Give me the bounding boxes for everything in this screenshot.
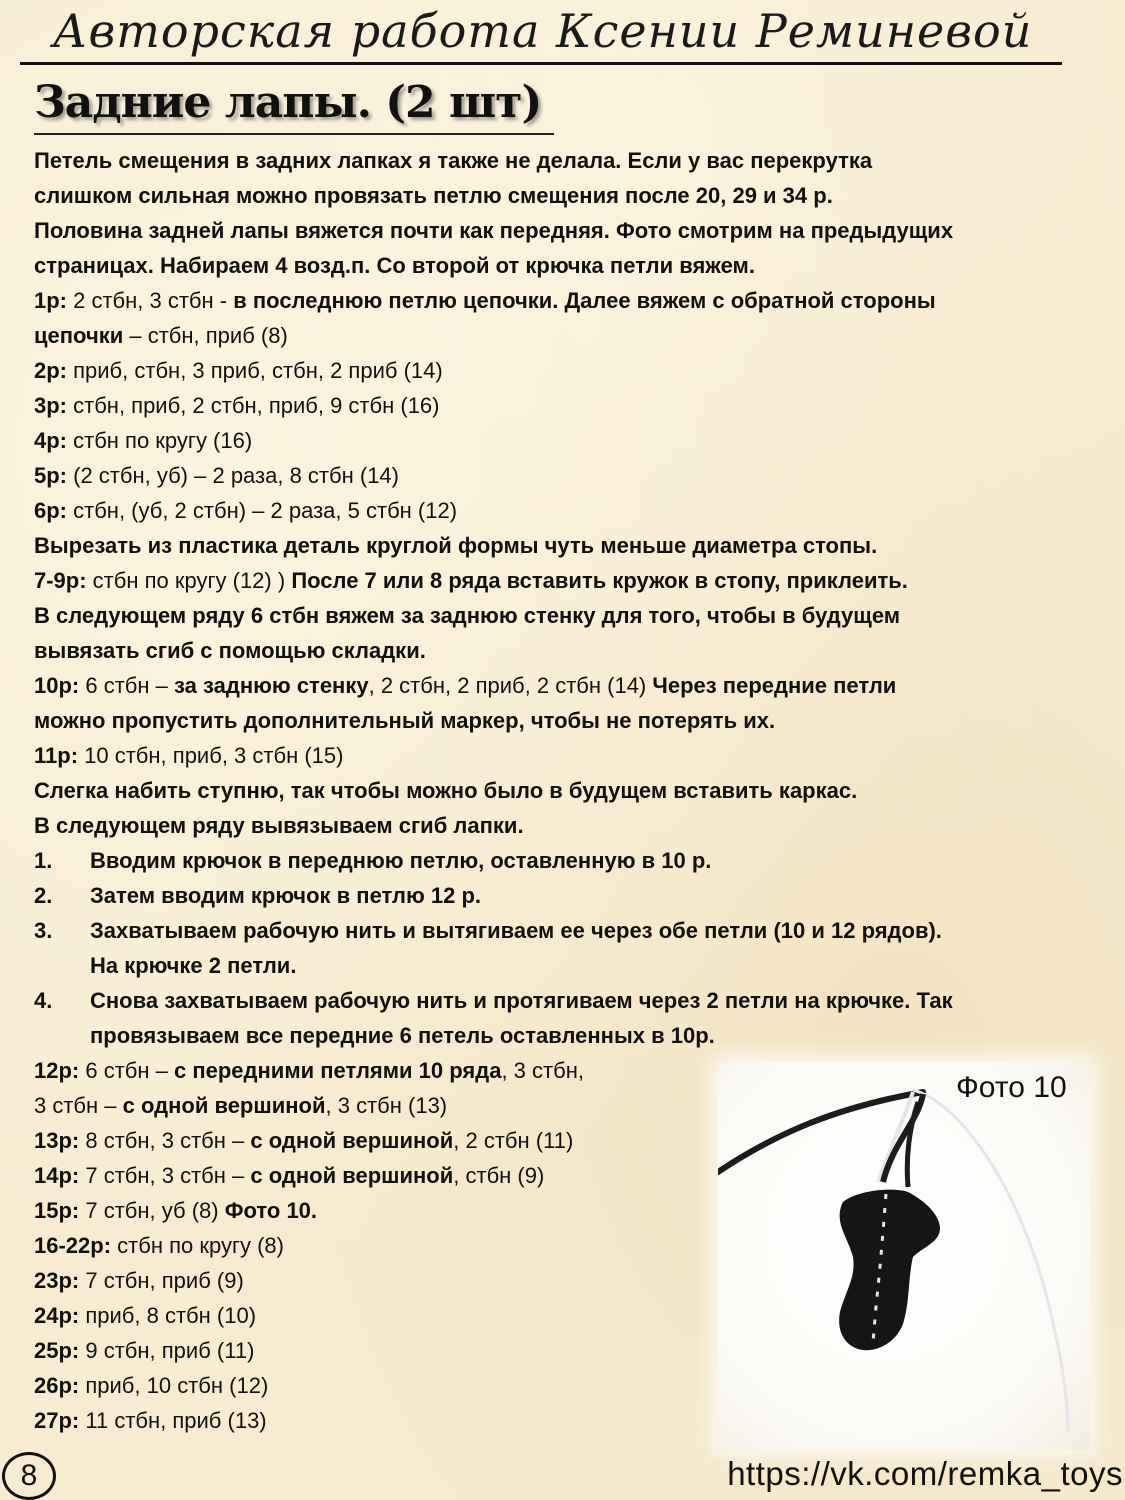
row-text: стбн по кругу (8) xyxy=(111,1233,284,1258)
step-number: 4. xyxy=(34,988,53,1013)
row-text: 3 стбн – xyxy=(34,1093,123,1118)
row-5 xyxy=(34,458,1109,493)
step-text: Захватываем рабочую нить и вытягиваем ее через обе петли (10 и 12 рядов). xyxy=(90,918,942,943)
row-label: 11р: xyxy=(34,743,79,768)
row-2 xyxy=(34,353,1109,388)
row-emphasis: После 7 или 8 ряда вставить кружок в стопу, приклеить. xyxy=(291,568,908,593)
row-7-9 xyxy=(34,563,1109,598)
step-number: 1. xyxy=(34,848,53,873)
row-11 xyxy=(34,738,1109,773)
row-10 xyxy=(34,668,1109,703)
page-number-badge: 8 xyxy=(2,1452,56,1500)
row-emphasis: в последнюю петлю цепочки. Далее вяжем с обратной стороны xyxy=(233,288,936,313)
row-text: 6 стбн – xyxy=(79,673,174,698)
row-text: , 3 стбн (13) xyxy=(325,1093,448,1118)
row-text: стбн, приб, 2 стбн, приб, 9 стбн (16) xyxy=(67,393,440,418)
row-label: 5р: xyxy=(34,463,67,488)
row-text: , 3 стбн, xyxy=(501,1058,584,1083)
row-label: 15р: xyxy=(34,1198,80,1223)
row-text: (2 стбн, уб) – 2 раза, 8 стбн (14) xyxy=(67,463,399,488)
step-item xyxy=(34,913,1109,983)
row-text: – стбн, приб (8) xyxy=(123,323,288,348)
row-text: приб, 8 стбн (10) xyxy=(79,1303,257,1328)
row-label: 4р: xyxy=(34,428,67,453)
footer-link[interactable]: https://vk.com/remka_toys xyxy=(727,1455,1123,1492)
row-label: 10р: xyxy=(34,673,80,698)
row-text: стбн по кругу (16) xyxy=(67,428,253,453)
note-cut-plastic: Вырезать из пластика деталь круглой формы чуть меньше диаметра стопы. xyxy=(34,533,878,558)
row-label: 25р: xyxy=(34,1338,80,1363)
step-text: провязываем все передние 6 петель оставленных в 10р. xyxy=(90,1023,715,1048)
intro-line: страницах. Набираем 4 возд.п. Со второй от крючка петли вяжем. xyxy=(34,253,755,278)
row-emphasis: с одной вершиной xyxy=(122,1093,326,1118)
row-emphasis: Через передние петли xyxy=(652,673,897,698)
row-text: 6 стбн – xyxy=(79,1058,174,1083)
step-number: 3. xyxy=(34,918,53,943)
row-emphasis: цепочки xyxy=(34,323,124,348)
row-label: 27р: xyxy=(34,1408,80,1433)
intro-line: Петель смещения в задних лапках я также не делала. Если у вас перекрутка xyxy=(34,148,873,173)
row-text: 2 стбн, 3 стбн - xyxy=(67,288,234,313)
step-text: На крючке 2 петли. xyxy=(90,953,297,978)
step-item xyxy=(34,843,1109,878)
title-underline xyxy=(34,133,554,135)
row-label: 3р: xyxy=(34,393,67,418)
row-label: 13р: xyxy=(34,1128,80,1153)
step-number: 2. xyxy=(34,883,53,908)
row-3 xyxy=(34,388,1109,423)
row-emphasis: за заднюю стенку xyxy=(174,673,369,698)
header-divider xyxy=(20,62,1062,65)
step-text: Затем вводим крючок в петлю 12 р. xyxy=(90,883,482,908)
row-text: 9 стбн, приб (11) xyxy=(79,1338,255,1363)
row-emphasis: с передними петлями 10 ряда xyxy=(174,1058,502,1083)
intro-line: Половина задней лапы вяжется почти как передняя. Фото смотрим на предыдущих xyxy=(34,218,954,243)
row-label: 26р: xyxy=(34,1373,80,1398)
row-text: , 2 стбн, 2 приб, 2 стбн (14) xyxy=(368,673,653,698)
row-label: 2р: xyxy=(34,358,67,383)
row-text: , стбн (9) xyxy=(453,1163,545,1188)
row-text: 8 стбн, 3 стбн – xyxy=(79,1128,251,1153)
row-text: 7 стбн, 3 стбн – xyxy=(79,1163,251,1188)
row-text: приб, 10 стбн (12) xyxy=(79,1373,269,1398)
note-stuff-foot: Слегка набить ступню, так чтобы можно было в будущем вставить каркас. xyxy=(34,778,858,803)
step-item xyxy=(34,878,1109,913)
photo-crocheted-paw xyxy=(718,1062,1090,1450)
row-text: 7 стбн, приб (9) xyxy=(79,1268,244,1293)
row-1 xyxy=(34,283,1109,318)
row-label: 12р: xyxy=(34,1058,80,1083)
row-emphasis: Фото 10. xyxy=(224,1198,318,1223)
row-label: 7-9р: xyxy=(34,568,87,593)
row-label: 16-22р: xyxy=(34,1233,112,1258)
row-label: 14р: xyxy=(34,1163,80,1188)
row-label: 24р: xyxy=(34,1303,80,1328)
note-next-row-cont: вывязать сгиб с помощью складки. xyxy=(34,638,426,663)
row-text: 7 стбн, уб (8) xyxy=(79,1198,225,1223)
section-title: Задние лапы. (2 шт) xyxy=(34,77,542,128)
author-banner: Авторская работа Ксении Реминевой xyxy=(52,4,1033,58)
row-4 xyxy=(34,423,1109,458)
row-1-cont xyxy=(34,318,1109,353)
row-label: 1р: xyxy=(34,288,67,313)
crocheted-paw-illustration xyxy=(718,1062,1090,1450)
row-6 xyxy=(34,493,1109,528)
row-text: , 2 стбн (11) xyxy=(453,1128,574,1153)
step-item xyxy=(34,983,1109,1053)
row-text: приб, стбн, 3 приб, стбн, 2 приб (14) xyxy=(67,358,443,383)
row-text: стбн по кругу (12) ) xyxy=(86,568,292,593)
note-next-row: В следующем ряду 6 стбн вяжем за заднюю стенку для того, чтобы в будущем xyxy=(34,603,901,628)
row-emphasis: с одной вершиной xyxy=(250,1163,454,1188)
row-text: 11 стбн, приб (13) xyxy=(79,1408,267,1433)
row-label: 6р: xyxy=(34,498,67,523)
row-label: 23р: xyxy=(34,1268,80,1293)
note-fold: В следующем ряду вывязываем сгиб лапки. xyxy=(34,813,524,838)
photo-caption: Фото 10 xyxy=(956,1071,1067,1104)
row-text: 10 стбн, приб, 3 стбн (15) xyxy=(78,743,344,768)
row-text: стбн, (уб, 2 стбн) – 2 раза, 5 стбн (12) xyxy=(67,498,458,523)
row-10-cont: можно пропустить дополнительный маркер, чтобы не потерять их. xyxy=(34,708,776,733)
intro-line: слишком сильная можно провязать петлю смещения после 20, 29 и 34 р. xyxy=(34,183,833,208)
step-text: Вводим крючок в переднюю петлю, оставленную в 10 р. xyxy=(90,848,712,873)
step-text: Снова захватываем рабочую нить и протягиваем через 2 петли на крючке. Так xyxy=(90,988,953,1013)
row-emphasis: с одной вершиной xyxy=(250,1128,454,1153)
